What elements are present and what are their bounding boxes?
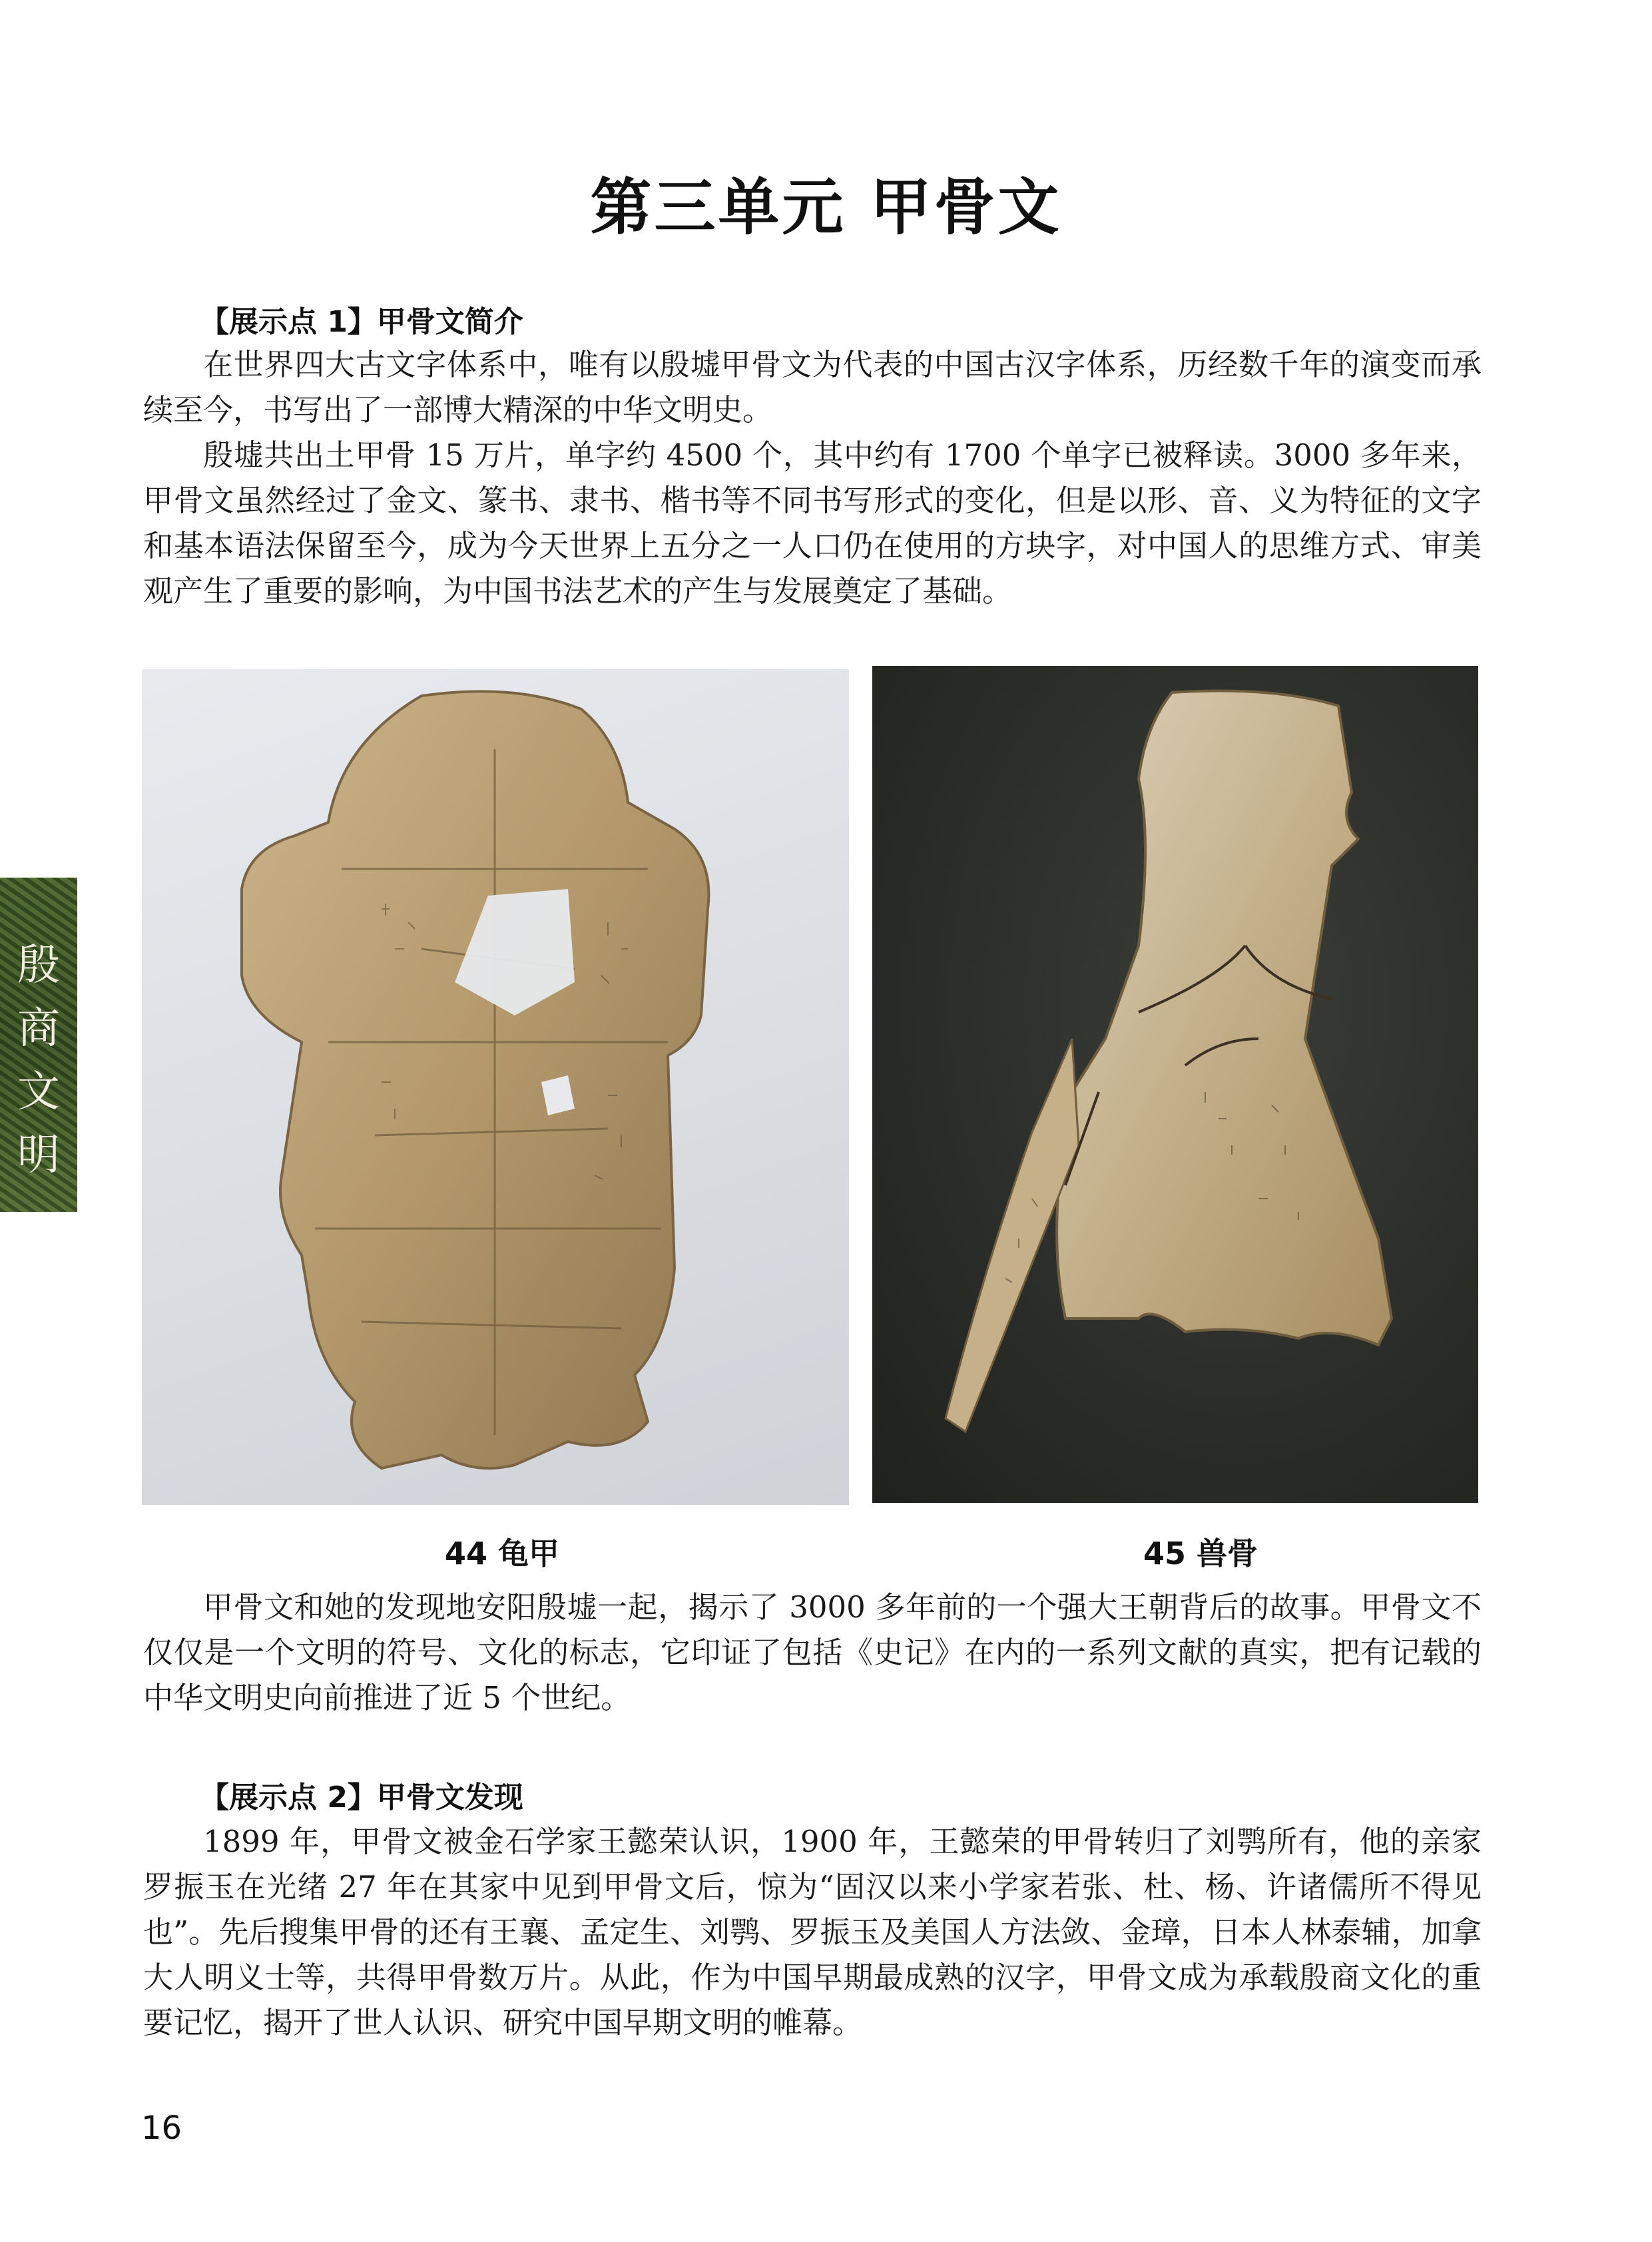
turtle-shell-photo [142, 669, 849, 1505]
page-title: 第三单元 甲骨文 [590, 171, 1062, 243]
animal-bone-image [872, 666, 1478, 1503]
animal-bone-photo [872, 666, 1478, 1503]
side-tab-char: 商 [17, 1004, 60, 1053]
paragraph: 殷墟共出土甲骨 15 万片，单字约 4500 个，其中约有 1700 个单字已被释读。3000 多年来，甲骨文虽然经过了金文、篆书、隶书、楷书等不同书写形式的变化，但是以形、音、义为特征的文字和基本语法保留至今，成为今天世界上五分之一人口仍在使用的方块字，对中国人的思维方式、审美观产生了重要的影响，为中国书法艺术的产生与发展奠定了基础。 [143, 437, 1482, 609]
figure-caption-45: 45 兽骨 [1143, 1536, 1258, 1571]
section-heading-1: 【展示点 1】甲骨文简介 [200, 305, 523, 339]
page-number: 16 [141, 2109, 182, 2147]
paragraph: 1899 年，甲骨文被金石学家王懿荣认识，1900 年，王懿荣的甲骨转归了刘鹗所有，他的亲家罗振玉在光绪 27 年在其家中见到甲骨文后，惊为“固汉以来小学家若张、杜、杨、许诸儒所不得见也”。先后搜集甲骨的还有王襄、孟定生、刘鹗、罗振玉及美国人方法敛、金璋，日本人林泰辅，加拿大人明义士等，共得甲骨数万片。从此，作为中国早期最成熟的汉字，甲骨文成为承载殷商文化的重要记忆，揭开了世人认识、研究中国早期文明的帷幕。 [143, 1824, 1482, 2040]
section-heading-2: 【展示点 2】甲骨文发现 [200, 1781, 523, 1815]
section-2-body [143, 1819, 1482, 2046]
paragraph: 甲骨文和她的发现地安阳殷墟一起，揭示了 3000 多年前的一个强大王朝背后的故事。甲骨文不仅仅是一个文明的符号、文化的标志，它印证了包括《史记》在内的一系列文献的真实，把有记载的中华文明史向前推进了近 5 个世纪。 [143, 1589, 1482, 1715]
paragraph: 在世界四大古文字体系中，唯有以殷墟甲骨文为代表的中国古汉字体系，历经数千年的演变而承续至今，书写出了一部博大精深的中华文明史。 [143, 347, 1482, 427]
side-tab [0, 878, 77, 1212]
side-tab-char: 文 [17, 1067, 60, 1117]
figure-caption-44: 44 龟甲 [445, 1536, 560, 1571]
after-figures-body [143, 1585, 1482, 1721]
turtle-shell-image [142, 669, 849, 1505]
section-1-body [143, 342, 1482, 614]
side-tab-char: 明 [17, 1131, 60, 1180]
side-tab-char: 殷 [17, 941, 60, 990]
